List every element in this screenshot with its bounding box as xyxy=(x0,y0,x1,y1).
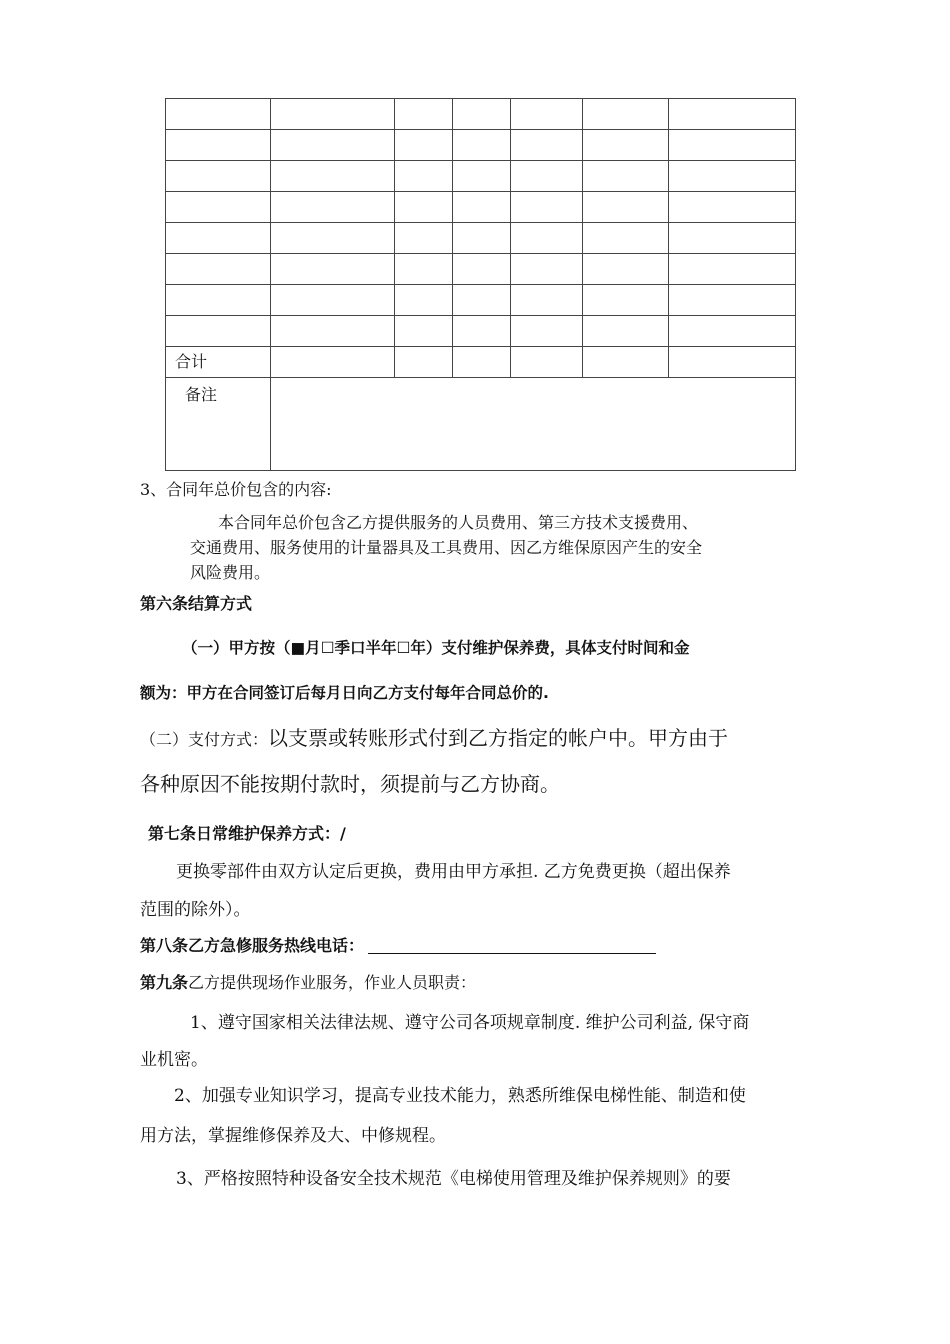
table-row xyxy=(166,99,796,130)
total-label: 合计 xyxy=(175,352,208,371)
article8-title: 第八条乙方急修服务热线电话： xyxy=(140,936,365,955)
section3-line3: 风险费用。 xyxy=(190,563,271,582)
table-row xyxy=(166,161,796,192)
section3-heading: 3、合同年总价包含的内容: xyxy=(140,480,332,499)
fee-table xyxy=(165,98,796,471)
hotline-blank xyxy=(368,937,656,954)
remark-label: 备注 xyxy=(185,385,218,404)
remark-row xyxy=(166,378,796,471)
article6-item2-line1 xyxy=(140,722,728,751)
table-row xyxy=(166,254,796,285)
table-row xyxy=(166,223,796,254)
article9-item1-line2: 业机密。 xyxy=(140,1050,208,1070)
article9-title-bold: 第九条 xyxy=(140,973,189,992)
table-row xyxy=(166,192,796,223)
section3-line1: 本合同年总价包含乙方提供服务的人员费用、第三方技术支援费用、 xyxy=(218,513,699,532)
article6-title: 第六条结算方式 xyxy=(140,594,253,613)
article8-line xyxy=(140,933,656,956)
total-row xyxy=(166,347,796,378)
article9-title-line xyxy=(140,970,476,993)
article6-item1-line1: （一）甲方按（■月☐季口半年☐年）支付维护保养费，具体支付时间和金 xyxy=(182,639,690,657)
article6-item1-line2: 额为：甲方在合同签订后每月日向乙方支付每年合同总价的. xyxy=(140,684,549,702)
section3-line2: 交通费用、服务使用的计量器具及工具费用、因乙方维保原因产生的安全 xyxy=(190,538,703,557)
article9-item1-line1: 1、遵守国家相关法律法规、遵守公司各项规章制度. 维护公司利益, 保守商 xyxy=(190,1013,750,1033)
table-row xyxy=(166,285,796,316)
article9-title-rest: 乙方提供现场作业服务，作业人员职责： xyxy=(188,973,477,992)
remark-cell xyxy=(271,378,796,471)
article6-item2-text: 以支票或转账形式付到乙方指定的帐户中。甲方由于 xyxy=(268,726,729,750)
article7-title: 第七条日常维护保养方式：/ xyxy=(148,824,346,843)
table-row xyxy=(166,130,796,161)
article7-line2: 范围的除外）。 xyxy=(140,900,251,920)
article7-line1: 更换零部件由双方认定后更换，费用由甲方承担. 乙方免费更换（超出保养 xyxy=(176,862,731,882)
article9-item2-line1: 2、加强专业知识学习，提高专业技术能力，熟悉所维保电梯性能、制造和使 xyxy=(174,1086,746,1106)
article9-item2-line2: 用方法，掌握维修保养及大、中修规程。 xyxy=(140,1126,446,1146)
article6-item2-line2: 各种原因不能按期付款时，须提前与乙方协商。 xyxy=(140,772,560,796)
article6-item2-prefix: （二）支付方式： xyxy=(140,730,269,749)
article9-item3-line1: 3、严格按照特种设备安全技术规范《电梯使用管理及维护保养规则》的要 xyxy=(176,1169,731,1189)
table-row xyxy=(166,316,796,347)
